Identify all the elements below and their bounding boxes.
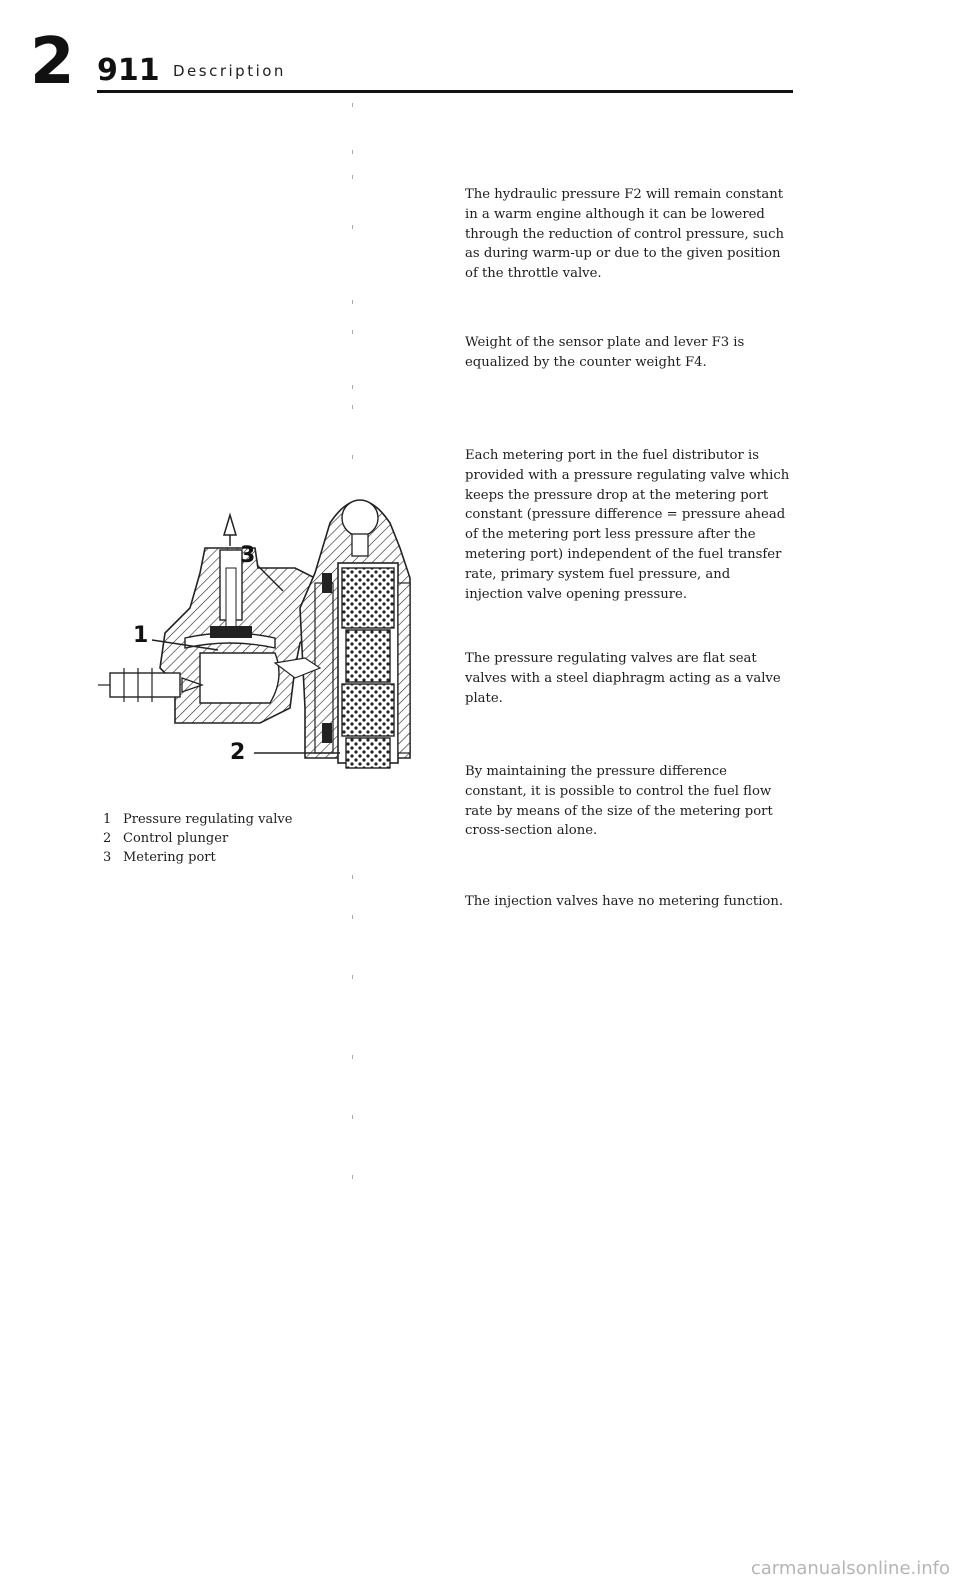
callout-1: 1 [133,623,149,648]
fuel-distributor-cross-section [90,478,430,808]
legend-number: 3 [103,850,112,865]
legend-label: Pressure regulating valve [123,812,293,827]
callout-1-leader [150,638,220,652]
paragraph-flat-seat-valves: The pressure regulating valves are flat seat valves with a steel diaphragm acting as a valve plate. [465,651,781,706]
figure-legend [103,810,292,867]
legend-item [103,810,292,829]
paragraph-counter-weight: Weight of the sensor plate and lever F3 is equalized by the counter weight F4. [465,335,745,370]
paragraph-pressure-difference: By maintaining the pressure difference constant, it is possible to control the fuel flow rate by means of the size of the metering port cross-section alone. [465,764,773,839]
model-title: 911 [97,53,160,88]
legend-label: Control plunger [123,831,229,846]
section-title: Description [173,62,286,80]
watermark-footer: carmanualsonline.info [750,1558,950,1579]
legend-item [103,829,292,848]
legend-number: 1 [103,812,112,827]
paragraph-metering-port: Each metering port in the fuel distributor is provided with a pressure regulating valve which keeps the pressure drop at the metering port constant (pressure difference = pressure ahead of the metering port less pressure after the metering port) independent of the fuel transfer rate, primary system fuel pressure, and injection valve opening pressure. [465,448,790,602]
legend-item [103,848,292,867]
header-rule [97,90,793,93]
callout-2-leader [252,750,342,756]
legend-number: 2 [103,831,112,846]
chapter-number: 2 [30,25,75,99]
paragraph-injection-valves: The injection valves have no metering function. [465,894,784,909]
callout-3-leader [255,563,285,593]
callout-2: 2 [230,740,246,765]
legend-label: Metering port [123,850,216,865]
paragraph-hydraulic-pressure: The hydraulic pressure F2 will remain constant in a warm engine although it can be lowered through the reduction of control pressure, such as during warm-up or due to the given position of the throttle valve. [465,187,785,282]
callout-3: 3 [240,543,256,568]
